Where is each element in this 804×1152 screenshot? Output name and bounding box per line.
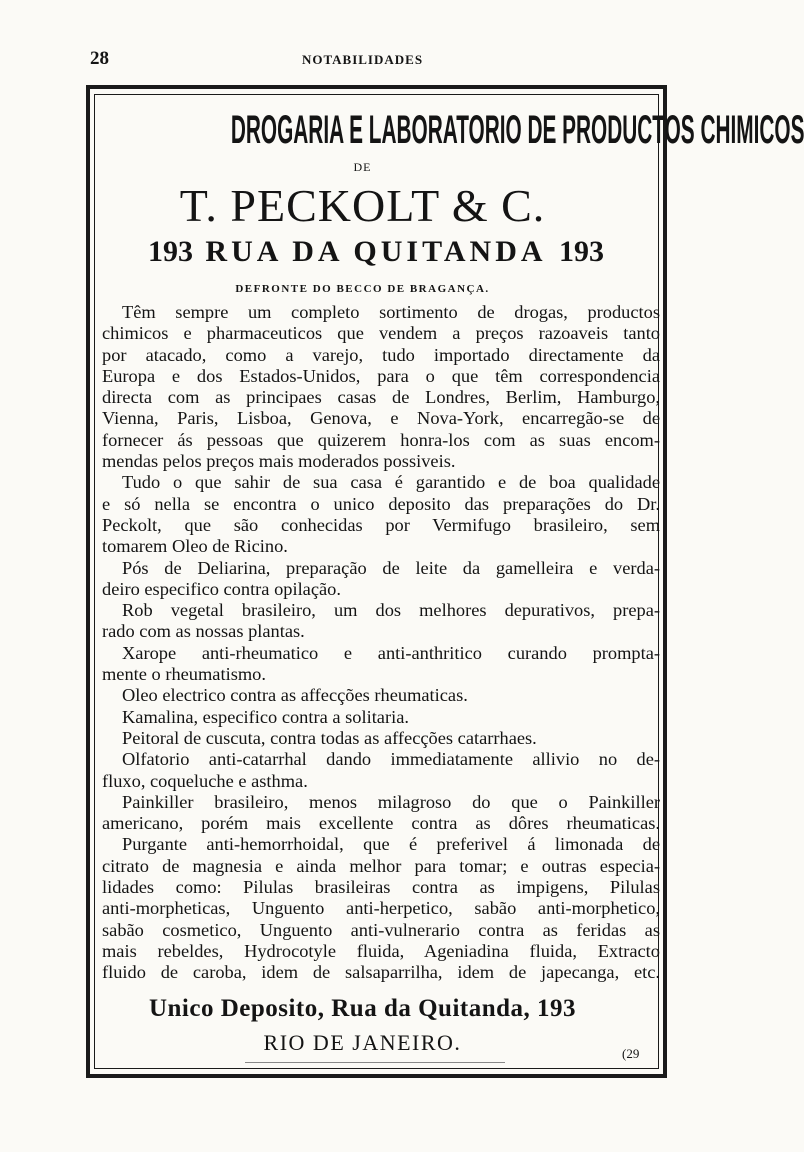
body-line: Têm sempre um completo sortimento de drogas, productos: [122, 302, 660, 322]
signature-mark: (29: [622, 1046, 640, 1061]
body-line: rado com as nossas plantas.: [102, 621, 305, 642]
depot-line: Unico Deposito, Rua da Quitanda, 193: [148, 995, 577, 1022]
body-line: mendas pelos preços mais moderados possiveis.: [102, 451, 456, 472]
body-line: americano, porém mais excellente contra as dôres rheumaticas.: [102, 813, 660, 834]
body-line: e só nella se encontra o unico deposito das preparações do Dr.: [102, 493, 660, 514]
firm-name: T. PECKOLT & C.: [179, 180, 546, 231]
body-line: Europa e dos Estados-Unidos, para o que têm correspondencia: [102, 365, 660, 386]
advert-de: DE: [353, 160, 372, 174]
body-line: fornecer ás pessoas que quizerem honra-los com as suas encom-: [102, 429, 660, 450]
body-line: tomarem Oleo de Ricino.: [102, 536, 288, 557]
body-line: citrato de magnesia e ainda melhor para tomar; e outras especia-: [102, 855, 660, 876]
street-name: RUA DA QUITANDA: [205, 235, 547, 268]
body-line: por atacado, como a varejo, tudo importado directamente da: [102, 344, 660, 365]
body-line: fluxo, coqueluche e asthma.: [102, 770, 308, 791]
body-line: lidades como: Pilulas brasileiras contra as impigens, Pilulas: [102, 877, 660, 898]
body-line: anti-morpheticas, Unguento anti-herpetico, sabão anti-morphetico,: [102, 898, 660, 919]
body-line: Peckolt, que são conhecidas por Vermifugo brasileiro, sem: [102, 514, 660, 535]
page-number: 28: [90, 48, 109, 69]
advert-title: DROGARIA E LABORATORIO DE PRODUCTOS CHIMICOS: [230, 108, 804, 152]
body-line: Painkiller brasileiro, menos milagroso do que o Painkiller: [122, 791, 660, 812]
fronting-note: DEFRONTE DO BECCO DE BRAGANÇA.: [235, 283, 490, 295]
body-line: fluido de caroba, idem de salsaparrilha, idem de japecanga, etc.: [102, 962, 660, 983]
body-line: Olfatorio anti-catarrhal dando immediatamente allivio no de-: [122, 749, 660, 770]
advert-body: [102, 302, 660, 984]
body-line: Purgante anti-hemorrhoidal, que é preferivel á limonada de: [122, 834, 660, 855]
street-number-left: 193: [148, 235, 193, 268]
city-line: RIO DE JANEIRO.: [263, 1030, 462, 1055]
body-line: Oleo electrico contra as affecções rheumaticas.: [122, 685, 468, 706]
body-line: directa com as principaes casas de Londres, Berlim, Hamburgo,: [102, 387, 660, 408]
body-line: Rob vegetal brasileiro, um dos melhores depurativos, prepa-: [122, 600, 660, 621]
body-line: mente o rheumatismo.: [102, 664, 266, 685]
body-line: Kamalina, especifico contra a solitaria.: [122, 706, 409, 727]
body-line: deiro especifico contra opilação.: [102, 578, 341, 599]
body-line: Xarope anti-rheumatico e anti-anthritico curando prompta-: [122, 642, 660, 663]
body-line: sabão cosmetico, Unguento anti-vulnerario contra as feridas as: [102, 919, 660, 940]
body-line: chimicos e pharmaceuticos que vendem a preços razoaveis tanto: [102, 323, 660, 344]
body-line: Vienna, Paris, Lisboa, Genova, e Nova-York, encarregão-se de: [102, 408, 660, 429]
body-line: Tudo o que sahir de sua casa é garantido e de boa qualidade: [122, 472, 660, 493]
underline-rule: [245, 1062, 505, 1063]
running-title: NOTABILIDADES: [301, 52, 424, 67]
body-line: mais rebeldes, Hydrocotyle fluida, Ageniadina fluida, Extracto: [102, 940, 660, 961]
address-line: [148, 234, 604, 270]
body-line: Pós de Deliarina, preparação de leite da gamelleira e verda-: [122, 557, 660, 578]
body-line: Peitoral de cuscuta, contra todas as affecções catarrhaes.: [122, 727, 537, 748]
street-number-right: 193: [559, 235, 604, 268]
